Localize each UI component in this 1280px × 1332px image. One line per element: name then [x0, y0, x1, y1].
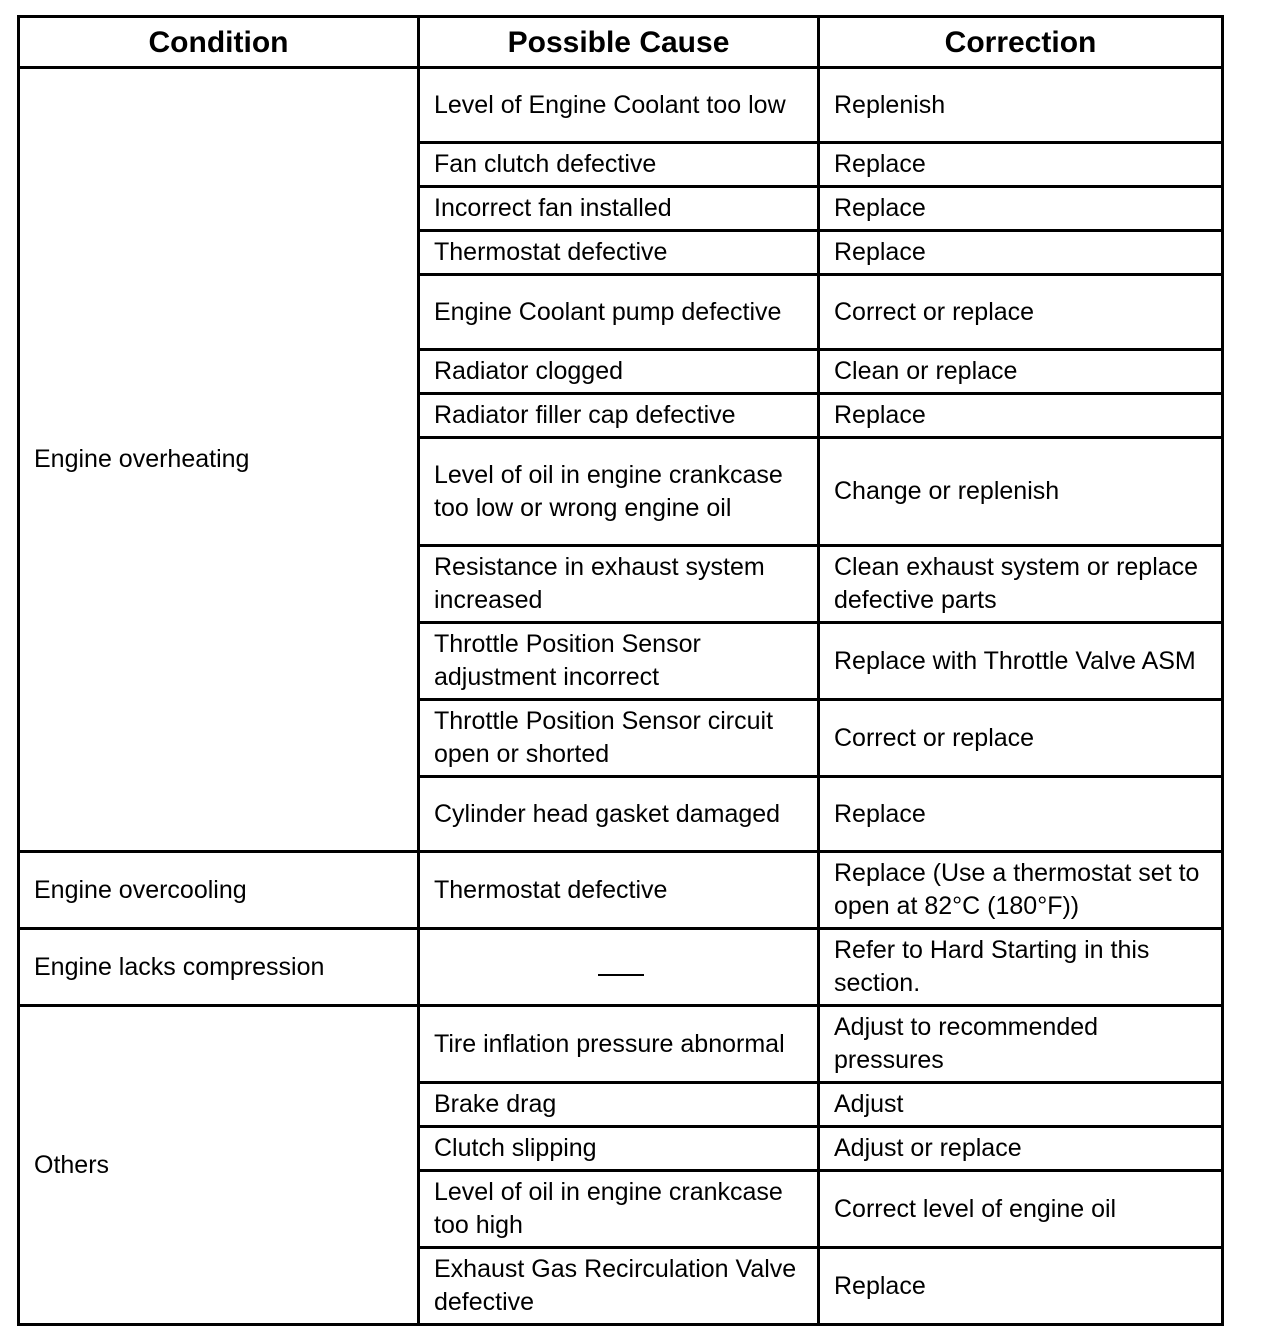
cause-cell: Cylinder head gasket damaged — [419, 777, 819, 852]
correction-cell: Adjust — [819, 1083, 1223, 1127]
table-row — [19, 929, 1223, 1006]
correction-cell: Replace (Use a thermostat set to open at 82°C (180°F)) — [819, 852, 1223, 929]
correction-cell: Replace — [819, 394, 1223, 438]
cause-cell: Incorrect fan installed — [419, 187, 819, 231]
correction-cell: Correct level of engine oil — [819, 1171, 1223, 1248]
correction-cell: Adjust to recommended pressures — [819, 1006, 1223, 1083]
correction-cell: Replace — [819, 143, 1223, 187]
cause-cell: Throttle Position Sensor adjustment incorrect — [419, 623, 819, 700]
table-row — [19, 1006, 1223, 1083]
cause-cell: Tire inflation pressure abnormal — [419, 1006, 819, 1083]
cause-cell: Radiator clogged — [419, 350, 819, 394]
cause-cell: Fan clutch defective — [419, 143, 819, 187]
condition-cell: Engine overheating — [19, 68, 419, 852]
condition-cell: Others — [19, 1006, 419, 1325]
cause-cell: Thermostat defective — [419, 852, 819, 929]
correction-cell: Replace — [819, 231, 1223, 275]
table-row — [19, 852, 1223, 929]
cause-cell: Resistance in exhaust system increased — [419, 546, 819, 623]
cause-cell: Clutch slipping — [419, 1127, 819, 1171]
header-correction: Correction — [819, 17, 1223, 68]
correction-cell: Refer to Hard Starting in this section. — [819, 929, 1223, 1006]
cause-cell: Radiator filler cap defective — [419, 394, 819, 438]
cause-cell: Level of Engine Coolant too low — [419, 68, 819, 143]
header-possible-cause: Possible Cause — [419, 17, 819, 68]
correction-cell: Adjust or replace — [819, 1127, 1223, 1171]
correction-cell: Replace — [819, 187, 1223, 231]
header-condition: Condition — [19, 17, 419, 68]
cause-cell: Exhaust Gas Recirculation Valve defective — [419, 1248, 819, 1325]
correction-cell: Clean or replace — [819, 350, 1223, 394]
cause-cell: Throttle Position Sensor circuit open or shorted — [419, 700, 819, 777]
cause-cell-dash — [419, 929, 819, 1006]
header-row — [19, 17, 1223, 68]
condition-cell: Engine lacks compression — [19, 929, 419, 1006]
correction-cell: Replace with Throttle Valve ASM — [819, 623, 1223, 700]
cause-cell: Level of oil in engine crankcase too low or wrong engine oil — [419, 438, 819, 546]
dash-mark — [598, 974, 644, 976]
condition-cell: Engine overcooling — [19, 852, 419, 929]
correction-cell: Change or replenish — [819, 438, 1223, 546]
correction-cell: Replenish — [819, 68, 1223, 143]
correction-cell: Correct or replace — [819, 700, 1223, 777]
cause-cell: Brake drag — [419, 1083, 819, 1127]
correction-cell: Clean exhaust system or replace defective parts — [819, 546, 1223, 623]
cause-cell: Thermostat defective — [419, 231, 819, 275]
diagnosis-table — [17, 15, 1224, 1326]
correction-cell: Replace — [819, 1248, 1223, 1325]
cause-cell: Level of oil in engine crankcase too high — [419, 1171, 819, 1248]
cause-cell: Engine Coolant pump defective — [419, 275, 819, 350]
correction-cell: Correct or replace — [819, 275, 1223, 350]
correction-cell: Replace — [819, 777, 1223, 852]
table-row — [19, 68, 1223, 143]
